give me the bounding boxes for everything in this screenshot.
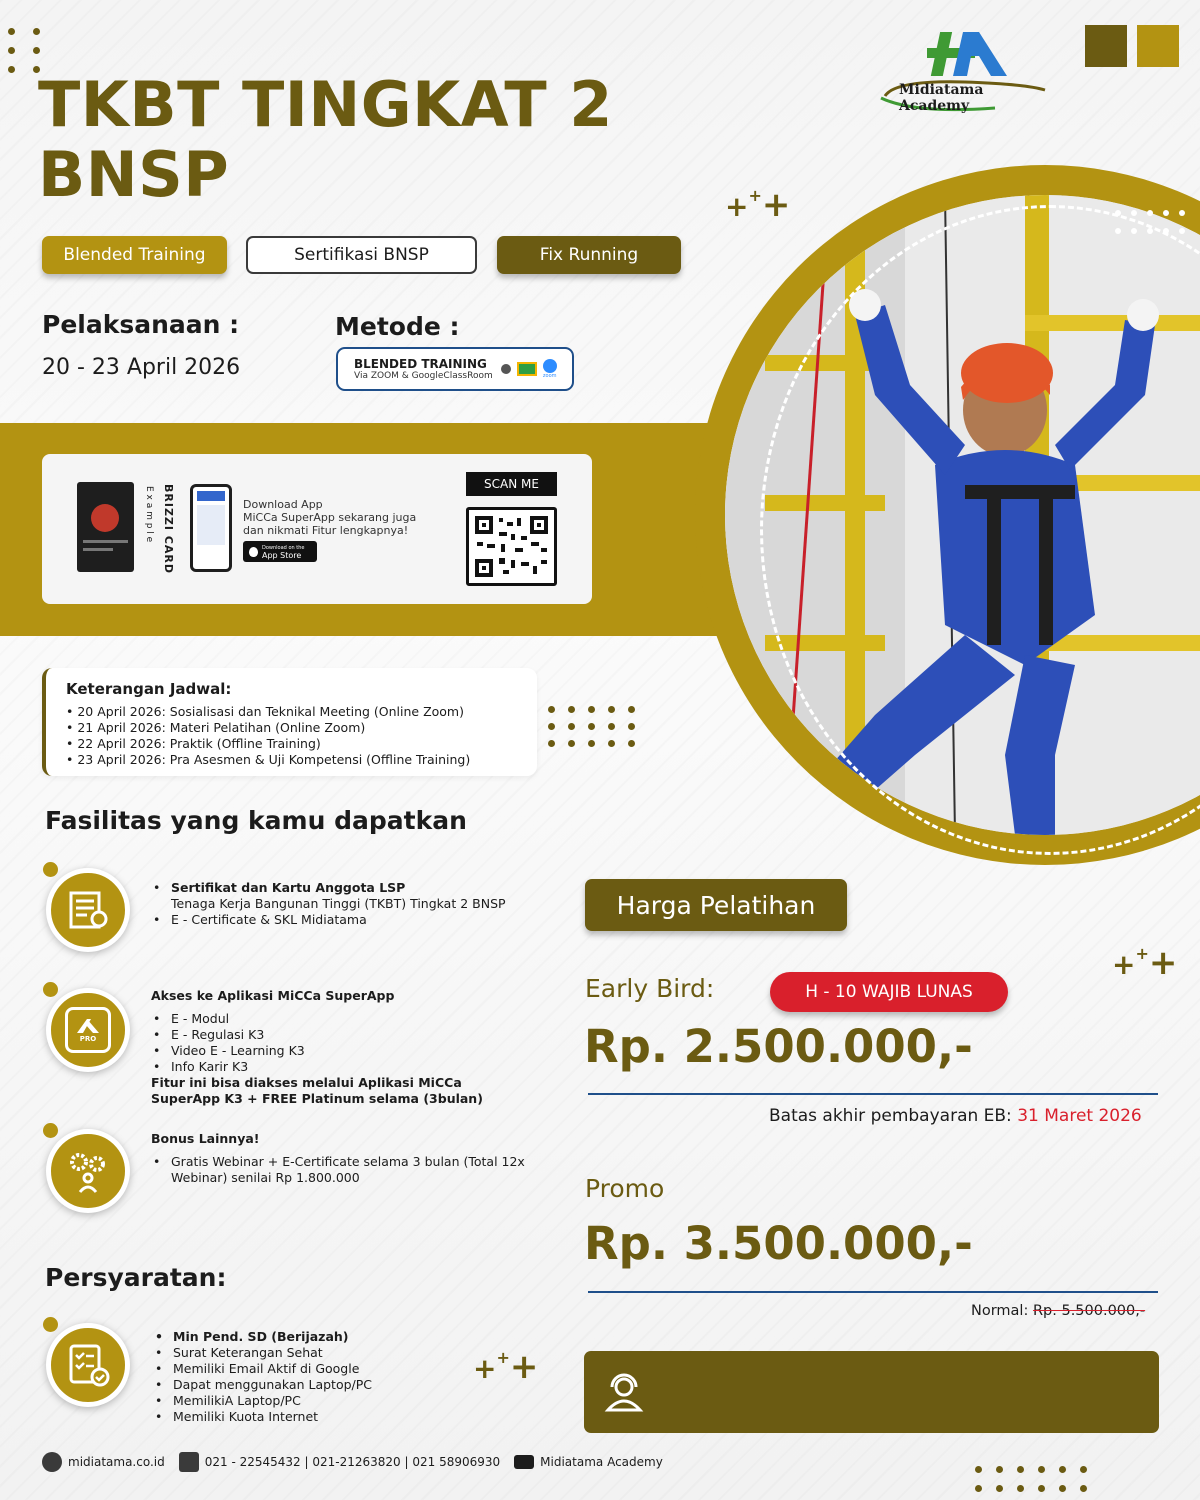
facility-icon-bonus <box>46 1129 130 1213</box>
google-classroom-icon <box>501 364 511 374</box>
facilities-heading: Fasilitas yang kamu dapatkan <box>45 806 467 835</box>
footer-website[interactable]: midiatama.co.id <box>68 1455 165 1469</box>
footer-youtube[interactable]: Midiatama Academy <box>540 1455 663 1469</box>
apple-icon <box>249 547 258 557</box>
requirements-list <box>153 1329 453 1425</box>
facility-certificate-text <box>151 880 551 928</box>
schedule-dates: 20 - 23 April 2026 <box>42 355 241 380</box>
requirement-item: • Dapat menggunakan Laptop/PC <box>153 1377 453 1393</box>
facility-bonus-heading: Bonus Lainnya! <box>151 1131 260 1146</box>
store-big-text: App Store <box>262 550 302 560</box>
facility-item-sub: Tenaga Kerja Bangunan Tinggi (TKBT) Tingkat 2 BNSP <box>171 896 506 911</box>
decor-plus-top: +++ <box>725 185 791 225</box>
pro-label: PRO <box>79 1035 97 1043</box>
promo-divider <box>588 1291 1158 1293</box>
requirement-item: • Memiliki Email Aktif di Google <box>153 1361 453 1377</box>
requirement-item: • Min Pend. SD (Berijazah) <box>153 1329 453 1345</box>
facility-bonus-line-1: Gratis Webinar + E-Certificate selama 3 bulan (Total 12x <box>171 1154 525 1169</box>
tag-blended-training: Blended Training <box>42 236 227 274</box>
decor-plus-bottom: +++ <box>473 1347 539 1387</box>
facility-item: • E - Modul <box>151 1011 551 1027</box>
brand-logo <box>875 28 1055 118</box>
scan-me-label: SCAN ME <box>466 472 557 496</box>
qr-code-icon <box>475 516 548 577</box>
decor-square-2 <box>1137 25 1179 67</box>
facility-item-bold: Sertifikat dan Kartu Anggota LSP <box>171 880 406 895</box>
method-box-sub: Via ZOOM & GoogleClassRoom <box>354 370 493 381</box>
tag-fix-running: Fix Running <box>497 236 681 274</box>
decor-dots-photo <box>1115 210 1185 234</box>
download-line-3: dan nikmati Fitur lengkapnya! <box>243 524 409 537</box>
facility-icon-certificate <box>46 868 130 952</box>
requirement-item: • MemilikiA Laptop/PC <box>153 1393 453 1409</box>
checklist-icon <box>65 1342 111 1388</box>
deadline-label: Batas akhir pembayaran EB: <box>769 1106 1012 1126</box>
decor-plus-price: +++ <box>1112 943 1178 983</box>
early-bird-price: Rp. 2.500.000,- <box>584 1020 973 1073</box>
facility-icon-app <box>46 988 130 1072</box>
store-small-text: Download on the <box>262 544 305 551</box>
decor-dots-bottom <box>975 1466 1087 1492</box>
app-promo-card <box>42 454 592 604</box>
youtube-icon <box>514 1455 534 1469</box>
classroom-board-icon <box>517 362 537 376</box>
zoom-icon <box>543 359 557 379</box>
facility-app-note-1: Fitur ini bisa diakses melalui Aplikasi MiCCa <box>151 1075 462 1090</box>
normal-price-text <box>971 1303 1145 1319</box>
facility-item: • Info Karir K3 <box>151 1059 551 1075</box>
gear-people-icon <box>65 1148 111 1194</box>
requirement-item: • Surat Keterangan Sehat <box>153 1345 453 1361</box>
facility-dot <box>43 982 58 997</box>
footer-phones: 021 - 22545432 | 021-21263820 | 021 58906930 <box>204 1455 501 1469</box>
download-line-2: MiCCa SuperApp sekarang juga <box>243 511 417 524</box>
decor-dots-middle <box>548 706 635 747</box>
decor-square-1 <box>1085 25 1127 67</box>
schedule-details-card <box>42 668 537 776</box>
logo-text: Midiatama Academy <box>899 82 984 114</box>
facility-app-text <box>151 988 551 1107</box>
app-logo-icon <box>73 1017 103 1035</box>
schedule-details-heading: Keterangan Jadwal: <box>66 680 232 698</box>
facility-dot <box>43 862 58 877</box>
method-box <box>336 347 574 391</box>
customer-service-icon <box>602 1370 646 1414</box>
price-divider <box>588 1093 1158 1095</box>
promo-price: Rp. 3.500.000,- <box>584 1217 973 1270</box>
qr-code[interactable] <box>466 507 557 586</box>
facility-app-heading: Akses ke Aplikasi MiCCa SuperApp <box>151 988 395 1003</box>
decor-dots-top-left <box>8 28 40 73</box>
requirement-item: • Memiliki Kuota Internet <box>153 1409 453 1425</box>
facility-dot <box>43 1123 58 1138</box>
brizzi-card-sub: E x a m p l e <box>144 486 154 543</box>
brizzi-card-title: BRIZZI CARD <box>162 484 175 575</box>
pricing-heading: Harga Pelatihan <box>585 879 847 931</box>
app-store-button[interactable] <box>243 541 317 562</box>
phone-mockup <box>190 484 232 572</box>
requirements-heading: Persyaratan: <box>45 1263 227 1292</box>
payment-deadline-badge: H - 10 WAJIB LUNAS <box>770 972 1008 1012</box>
footer <box>42 1452 663 1472</box>
schedule-item: • 20 April 2026: Sosialisasi dan Teknikal Meeting (Online Zoom) <box>66 704 464 719</box>
schedule-item: • 23 April 2026: Pra Asesmen & Uji Kompetensi (Offline Training) <box>66 752 471 767</box>
facility-bonus-text <box>151 1131 551 1186</box>
phone-icon <box>179 1452 199 1472</box>
globe-icon <box>42 1452 62 1472</box>
zoom-text: zoom <box>542 373 557 379</box>
facility-item: E - Certificate & SKL Midiatama <box>171 912 367 927</box>
download-text <box>243 498 416 537</box>
schedule-item: • 22 April 2026: Praktik (Offline Training) <box>66 736 321 751</box>
download-line-1: Download App <box>243 498 323 511</box>
contact-bar[interactable] <box>584 1351 1159 1433</box>
page-title: TKBT TINGKAT 2 BNSP <box>38 68 613 211</box>
requirements-dot <box>43 1317 58 1332</box>
normal-label: Normal: <box>971 1303 1029 1319</box>
method-label: Metode : <box>335 312 460 341</box>
brizzi-card-image <box>77 482 134 572</box>
facility-item: • E - Regulasi K3 <box>151 1027 551 1043</box>
facility-item: • Video E - Learning K3 <box>151 1043 551 1059</box>
deadline-text <box>769 1106 1142 1126</box>
requirements-icon <box>46 1323 130 1407</box>
early-bird-label: Early Bird: <box>585 974 715 1003</box>
promo-label: Promo <box>585 1174 665 1203</box>
schedule-item: • 21 April 2026: Materi Pelatihan (Online Zoom) <box>66 720 366 735</box>
method-box-title: BLENDED TRAINING <box>354 356 487 371</box>
deadline-date: 31 Maret 2026 <box>1017 1106 1142 1126</box>
schedule-label: Pelaksanaan : <box>42 310 240 339</box>
certificate-icon <box>65 887 111 933</box>
normal-price: Rp. 5.500.000,- <box>1032 1303 1146 1319</box>
facility-bonus-line-2: Webinar) senilai Rp 1.800.000 <box>171 1170 360 1185</box>
facility-app-note-2: SuperApp K3 + FREE Platinum selama (3bulan) <box>151 1091 483 1106</box>
tag-sertifikasi-bnsp: Sertifikasi BNSP <box>246 236 477 274</box>
